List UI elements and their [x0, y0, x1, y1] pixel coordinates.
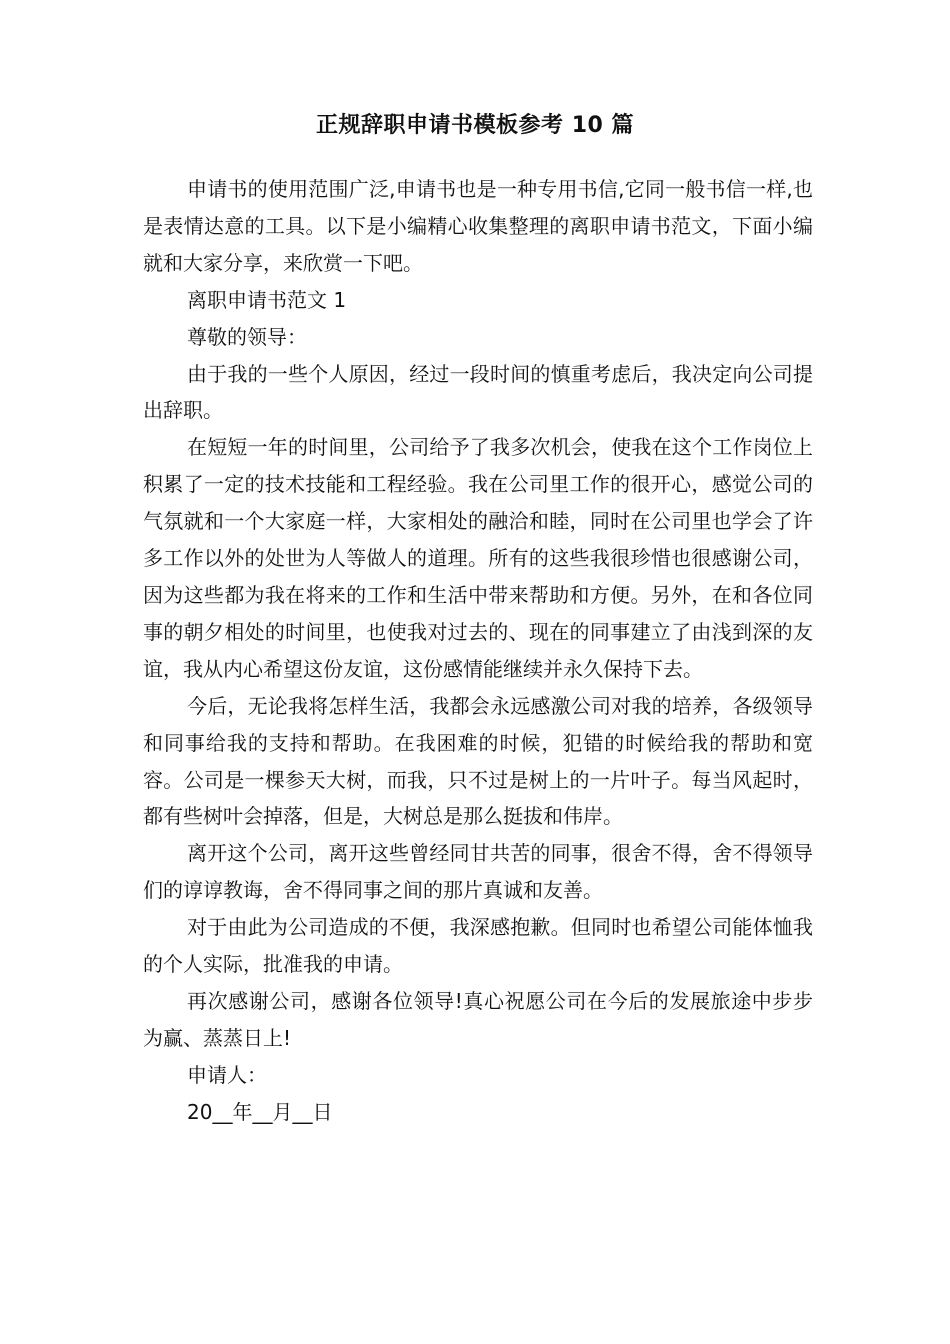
- date-line: 20__年__月__日: [187, 1099, 333, 1124]
- paragraph: 由于我的一些个人原因，经过一段时间的慎重考虑后，我决定向公司提出辞职。: [143, 361, 813, 423]
- section-heading: 离职申请书范文 1: [187, 287, 347, 312]
- paragraph: 在短短一年的时间里，公司给予了我多次机会，使我在这个工作岗位上积累了一定的技术技能和工程经验。我在公司里工作的很开心，感觉公司的气氛就和一个大家庭一样，大家相处的融洽和睦，同时在公司里也学会了许多工作以外的处世为人等做人的道理。所有的这些我很珍惜也很感谢公司，因为这些都为我在将来的工作和生活中带来帮助和方便。另外，在和各位同事的朝夕相处的时间里，也使我对过去的、现在的同事建立了由浅到深的友谊，我从内心希望这份友谊，这份感情能继续并永久保持下去。: [143, 435, 813, 681]
- salutation: 尊敬的领导：: [187, 324, 307, 349]
- paragraph-intro: 申请书的使用范围广泛,申请书也是一种专用书信,它同一般书信一样,也是表情达意的工具。以下是小编精心收集整理的离职申请书范文，下面小编就和大家分享，来欣赏一下吧。: [143, 177, 813, 275]
- paragraph: 离开这个公司，离开这些曾经同甘共苦的同事，很舍不得，舍不得领导们的谆谆教诲，舍不得同事之间的那片真诚和友善。: [143, 841, 813, 903]
- paragraph: 今后，无论我将怎样生活，我都会永远感激公司对我的培养，各级领导和同事给我的支持和帮助。在我困难的时候，犯错的时候给我的帮助和宽容。公司是一棵参天大树，而我，只不过是树上的一片叶子。每当风起时，都有些树叶会掉落，但是，大树总是那么挺拔和伟岸。: [143, 693, 813, 829]
- paragraph: 对于由此为公司造成的不便，我深感抱歉。但同时也希望公司能体恤我的个人实际，批准我的申请。: [143, 915, 813, 977]
- document-title: 正规辞职申请书模板参考 10 篇: [316, 113, 634, 138]
- document-body: [143, 171, 813, 1131]
- paragraph: 再次感谢公司，感谢各位领导!真心祝愿公司在今后的发展旅途中步步为赢、蒸蒸日上!: [143, 988, 813, 1050]
- signature-label: 申请人：: [187, 1062, 267, 1087]
